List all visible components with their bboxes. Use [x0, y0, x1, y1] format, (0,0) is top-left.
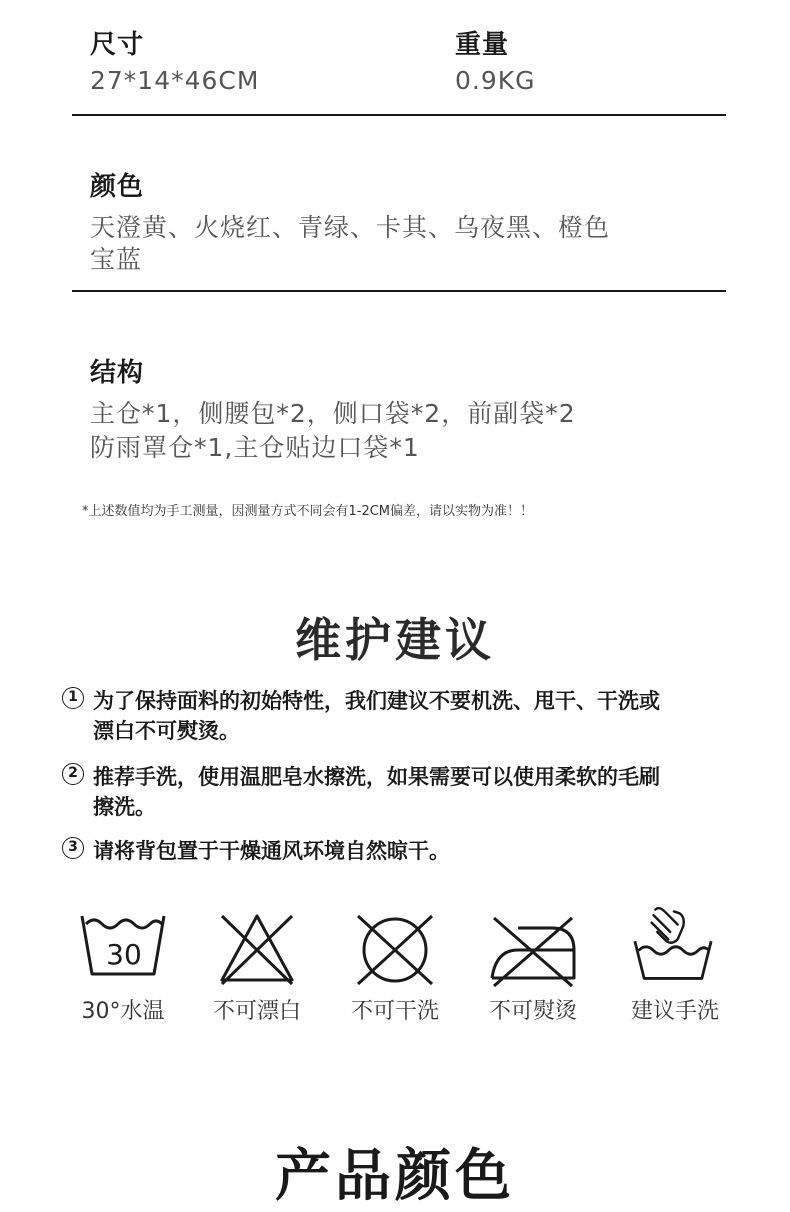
weight-title: 重量 — [455, 30, 510, 60]
structure-value-line2: 防雨罩仓*1,主仓贴边口袋*1 — [90, 433, 420, 462]
divider — [72, 114, 726, 116]
icon-label-no-dry-clean: 不可干洗 — [350, 999, 439, 1024]
measurement-note: *上述数值均为手工测量，因测量方式不同会有1-2CM偏差，请以实物为准！！ — [82, 504, 534, 519]
size-title: 尺寸 — [90, 30, 145, 60]
hand-wash-icon — [628, 904, 718, 984]
care-heading: 维护建议 — [295, 613, 495, 667]
color-title: 颜色 — [90, 172, 145, 202]
care-text-line2: 擦洗。 — [93, 795, 156, 819]
icon-label-wash-30: 30°水温 — [81, 999, 165, 1024]
care-text-line1: 请将背包置于干燥通风环境自然晾干。 — [93, 839, 450, 863]
care-text-line1: 为了保持面料的初始特性，我们建议不要机洗、甩干、干洗或 — [93, 689, 660, 713]
no-dry-clean-icon — [350, 910, 440, 990]
care-item-1 — [62, 686, 742, 748]
structure-title: 结构 — [90, 358, 145, 388]
circled-number: 2 — [62, 763, 84, 785]
structure-value-line1: 主仓*1，侧腰包*2，侧口袋*2，前副袋*2 — [90, 399, 576, 428]
icon-label-hand-wash: 建议手洗 — [630, 999, 719, 1024]
circled-number: 1 — [62, 687, 84, 709]
color-value-line1: 天澄黄、火烧红、青绿、卡其、乌夜黑、橙色 — [90, 213, 611, 242]
wash-30-icon — [78, 910, 168, 990]
care-item-2 — [62, 762, 742, 824]
icon-label-no-iron: 不可熨烫 — [488, 999, 577, 1024]
circled-number: 3 — [62, 837, 84, 859]
size-value: 27*14*46CM — [90, 66, 260, 95]
no-bleach-icon — [212, 910, 302, 990]
color-value-line2: 宝蓝 — [90, 245, 143, 274]
product-colors-heading: 产品颜色 — [275, 1144, 515, 1209]
weight-value: 0.9KG — [455, 66, 536, 95]
no-iron-icon — [488, 910, 578, 990]
icon-label-no-bleach: 不可漂白 — [212, 999, 301, 1024]
care-item-3 — [62, 836, 742, 868]
care-text-line1: 推荐手洗，使用温肥皂水擦洗，如果需要可以使用柔软的毛刷 — [93, 765, 660, 789]
wash-temperature: 30 — [106, 938, 142, 971]
divider — [72, 290, 726, 292]
care-text-line2: 漂白不可熨烫。 — [93, 719, 240, 743]
